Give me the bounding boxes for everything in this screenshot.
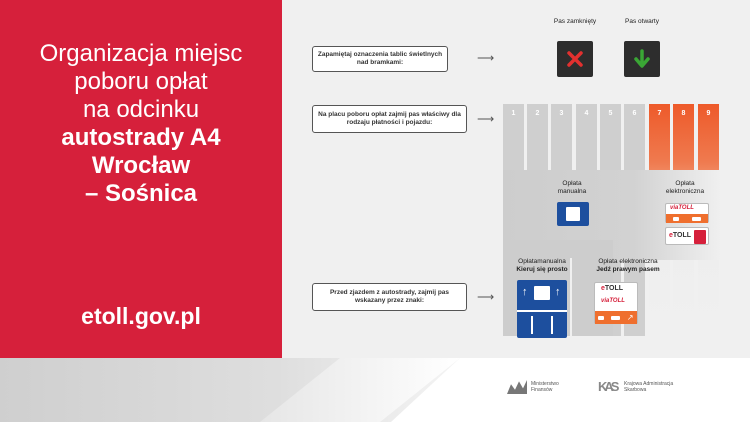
lane-number: 1 (511, 110, 516, 117)
arrow-diagonal-icon: ↗ (626, 312, 634, 322)
note-approach-text: Przed zjazdem z autostrady, zajmij pas wskazany przez znaki: (329, 288, 450, 304)
vehicle-strip (666, 214, 708, 223)
lane-bar (551, 316, 553, 334)
mf-text: Ministerstwo Finansów (531, 381, 559, 393)
viatoll-logo: viaTOLL (670, 205, 694, 211)
arrow-right-icon: ⟶ (477, 51, 495, 65)
lane-number: 8 (681, 110, 686, 117)
closed-lane-signal (557, 41, 593, 77)
note-approach (312, 283, 467, 311)
note-signals (312, 46, 448, 72)
vehicle-strip (595, 311, 637, 324)
etoll-logo: eTOLL (601, 285, 624, 292)
approach-manual-instruction: Kieruj się prosto (516, 266, 568, 273)
headline (0, 40, 282, 208)
etoll-sign (665, 227, 709, 245)
lane-number: 6 (632, 110, 637, 117)
car-icon (673, 217, 679, 221)
headline-line: – Sośnica (84, 180, 198, 207)
approach-manual-title: Opłatamanualna (518, 258, 566, 265)
lane-bar (531, 316, 533, 334)
note-signals-text: Zapamiętaj oznaczenia tablic świetlnych nad bramkami: (317, 50, 443, 66)
electronic-payment-label: Opłata elektroniczna (665, 180, 705, 195)
lane-number: 4 (584, 110, 589, 117)
cashier-icon (566, 207, 580, 221)
headline-line: na odcinku (82, 96, 200, 123)
closed-lane-label: Pas zamknięty (553, 18, 597, 25)
sign-divider (517, 310, 567, 312)
close-x-icon (566, 50, 584, 68)
lane-number: 9 (706, 110, 711, 117)
approach-electronic-title: Opłata elektroniczna (598, 258, 658, 265)
lane-number: 3 (559, 110, 564, 117)
approach-electronic-label (588, 258, 668, 274)
manual-payment-sign (557, 202, 589, 226)
approach-electronic-instruction: Jedź prawym pasem (596, 266, 660, 273)
site-link[interactable]: etoll.gov.pl (81, 303, 201, 329)
mf-mark-icon (507, 380, 527, 394)
arrow-up-icon: ↑ (555, 286, 561, 298)
electronic-approach-sign (594, 282, 638, 324)
lane-number: 5 (608, 110, 613, 117)
truck-icon (694, 230, 706, 244)
note-plaza (312, 105, 467, 133)
arrow-right-icon: ⟶ (477, 290, 495, 304)
title-panel (0, 0, 282, 358)
kas-mark-icon: KAS (598, 379, 617, 394)
etoll-logo: eTOLL (669, 232, 692, 239)
manual-approach-sign (517, 280, 567, 338)
arrow-down-icon (633, 49, 651, 69)
headline-line: poboru opłat (74, 68, 208, 95)
approach-manual-label (504, 258, 580, 274)
car-icon (598, 316, 604, 320)
headline-line: autostrady A4 (61, 124, 221, 151)
arrow-up-icon: ↑ (522, 286, 528, 298)
cashier-icon (534, 286, 550, 300)
open-lane-label: Pas otwarty (625, 18, 659, 25)
arrow-right-icon: ⟶ (477, 112, 495, 126)
manual-payment-label: Opłata manualna (557, 180, 587, 195)
kas-text: Krajowa Administracja Skarbowa (624, 381, 674, 393)
headline-line: Organizacja miejsc (39, 40, 243, 67)
truck-icon (692, 217, 701, 221)
open-lane-signal (624, 41, 660, 77)
ministry-of-finance-logo (507, 380, 559, 394)
truck-icon (611, 316, 620, 320)
lane-number: 7 (657, 110, 662, 117)
lane-number: 2 (535, 110, 540, 117)
viatoll-logo: viaTOLL (601, 298, 625, 304)
viatoll-sign (665, 203, 709, 223)
headline-line: Wrocław (91, 152, 191, 179)
kas-logo (598, 376, 673, 398)
note-plaza-text: Na placu poboru opłat zajmij pas właściwy dla rodzaju płatności i pojazdu: (318, 110, 461, 126)
